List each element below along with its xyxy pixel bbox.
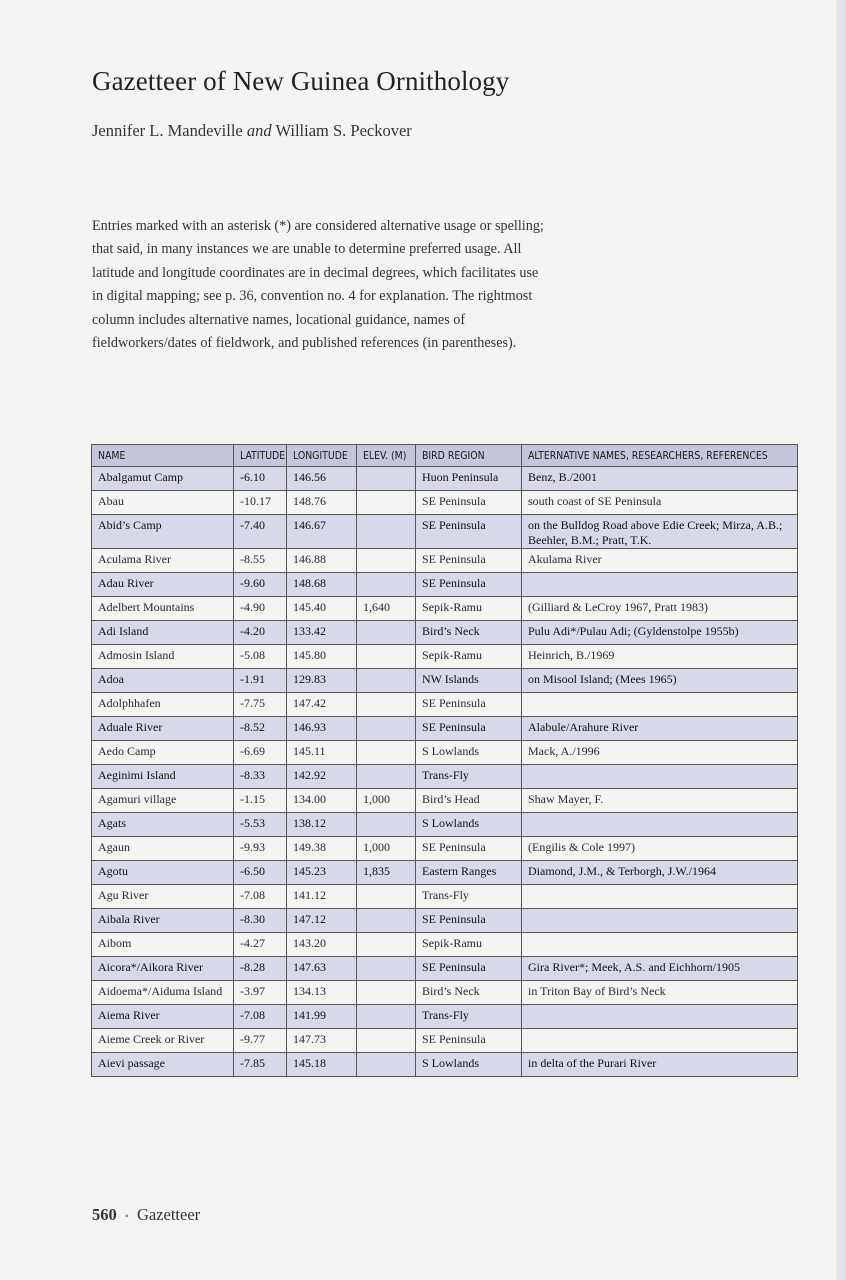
cell-name: Admosin Island: [92, 645, 234, 669]
cell-alternative-names: [522, 813, 798, 837]
cell-name: Agotu: [92, 861, 234, 885]
cell-bird-region: S Lowlands: [416, 741, 522, 765]
cell-latitude: -6.10: [234, 467, 287, 491]
cell-latitude: -4.90: [234, 597, 287, 621]
cell-latitude: -7.08: [234, 1005, 287, 1029]
cell-name: Abalgamut Camp: [92, 467, 234, 491]
table-row: [92, 693, 798, 717]
cell-latitude: -7.08: [234, 885, 287, 909]
cell-longitude: 129.83: [287, 669, 357, 693]
cell-alternative-names: [522, 909, 798, 933]
cell-bird-region: SE Peninsula: [416, 717, 522, 741]
cell-name: Adoa: [92, 669, 234, 693]
cell-longitude: 148.76: [287, 491, 357, 515]
cell-bird-region: SE Peninsula: [416, 837, 522, 861]
cell-bird-region: S Lowlands: [416, 1053, 522, 1077]
cell-longitude: 146.56: [287, 467, 357, 491]
table-row: [92, 789, 798, 813]
cell-alternative-names: [522, 573, 798, 597]
cell-bird-region: Trans-Fly: [416, 765, 522, 789]
cell-elevation: [357, 717, 416, 741]
cell-alternative-names: [522, 765, 798, 789]
cell-bird-region: Bird’s Neck: [416, 981, 522, 1005]
cell-alternative-names: [522, 1029, 798, 1053]
table-row: [92, 933, 798, 957]
author-conjunction: and: [246, 121, 272, 140]
cell-alternative-names: in Triton Bay of Bird’s Neck: [522, 981, 798, 1005]
cell-longitude: 146.93: [287, 717, 357, 741]
cell-alternative-names: Heinrich, B./1969: [522, 645, 798, 669]
table-row: [92, 957, 798, 981]
cell-elevation: 1,000: [357, 837, 416, 861]
cell-elevation: [357, 909, 416, 933]
table-row: [92, 669, 798, 693]
cell-bird-region: NW Islands: [416, 669, 522, 693]
cell-bird-region: Trans-Fly: [416, 885, 522, 909]
cell-latitude: -4.27: [234, 933, 287, 957]
table-row: [92, 1053, 798, 1077]
cell-latitude: -7.85: [234, 1053, 287, 1077]
cell-latitude: -8.52: [234, 717, 287, 741]
cell-elevation: [357, 1029, 416, 1053]
footer-separator: •: [124, 1209, 129, 1223]
cell-name: Aeginimi Island: [92, 765, 234, 789]
cell-longitude: 134.00: [287, 789, 357, 813]
header-latitude: LATITUDE: [234, 445, 287, 467]
cell-longitude: 146.67: [287, 515, 357, 549]
cell-elevation: [357, 933, 416, 957]
author-1: Jennifer L. Mandeville: [92, 121, 243, 140]
cell-name: Aiema River: [92, 1005, 234, 1029]
cell-bird-region: Trans-Fly: [416, 1005, 522, 1029]
cell-name: Adau River: [92, 573, 234, 597]
cell-longitude: 145.23: [287, 861, 357, 885]
cell-longitude: 147.73: [287, 1029, 357, 1053]
cell-name: Agaun: [92, 837, 234, 861]
table-row: [92, 909, 798, 933]
authors-line: [92, 121, 412, 141]
cell-alternative-names: [522, 885, 798, 909]
cell-bird-region: SE Peninsula: [416, 549, 522, 573]
cell-name: Abid’s Camp: [92, 515, 234, 549]
cell-latitude: -6.50: [234, 861, 287, 885]
cell-latitude: -1.15: [234, 789, 287, 813]
page-number: 560: [92, 1205, 117, 1224]
cell-elevation: [357, 741, 416, 765]
cell-elevation: [357, 515, 416, 549]
table-row: [92, 1029, 798, 1053]
cell-elevation: [357, 1005, 416, 1029]
cell-longitude: 147.12: [287, 909, 357, 933]
footer-section: Gazetteer: [136, 1205, 201, 1224]
intro-paragraph: Entries marked with an asterisk (*) are considered alternative usage or spelling; that said, in many instances we are unable to determine preferred usage. All latitude and longitude coordinates are in decimal degrees, which facilitates use in digital mapping; see p. 36, convention no. 4 for explanation. The rightmost column includes alternative names, locational guidance, names of fieldworkers/dates of fieldwork, and published references (in parentheses).: [92, 218, 544, 352]
table-row: [92, 549, 798, 573]
cell-elevation: [357, 885, 416, 909]
table-row: [92, 837, 798, 861]
cell-longitude: 145.80: [287, 645, 357, 669]
table-row: [92, 885, 798, 909]
cell-alternative-names: on Misool Island; (Mees 1965): [522, 669, 798, 693]
cell-name: Aieme Creek or River: [92, 1029, 234, 1053]
cell-longitude: 142.92: [287, 765, 357, 789]
cell-elevation: 1,000: [357, 789, 416, 813]
cell-name: Aibom: [92, 933, 234, 957]
cell-name: Agamuri village: [92, 789, 234, 813]
header-alternative-names: ALTERNATIVE NAMES, RESEARCHERS, REFERENCES: [522, 445, 798, 467]
cell-latitude: -7.40: [234, 515, 287, 549]
cell-name: Abau: [92, 491, 234, 515]
cell-latitude: -8.33: [234, 765, 287, 789]
cell-bird-region: Sepik-Ramu: [416, 933, 522, 957]
cell-alternative-names: [522, 693, 798, 717]
cell-elevation: [357, 621, 416, 645]
cell-name: Agu River: [92, 885, 234, 909]
page-title: Gazetteer of New Guinea Ornithology: [92, 66, 510, 96]
cell-name: Aedo Camp: [92, 741, 234, 765]
cell-elevation: [357, 549, 416, 573]
cell-name: Aculama River: [92, 549, 234, 573]
cell-name: Aidoema*/Aiduma Island: [92, 981, 234, 1005]
header-elevation: ELEV. (M): [357, 445, 416, 467]
cell-longitude: 143.20: [287, 933, 357, 957]
cell-latitude: -5.53: [234, 813, 287, 837]
cell-elevation: [357, 573, 416, 597]
cell-longitude: 134.13: [287, 981, 357, 1005]
page-edge: [836, 0, 846, 1280]
cell-latitude: -5.08: [234, 645, 287, 669]
cell-longitude: 145.11: [287, 741, 357, 765]
cell-bird-region: Eastern Ranges: [416, 861, 522, 885]
cell-longitude: 149.38: [287, 837, 357, 861]
cell-elevation: [357, 981, 416, 1005]
cell-bird-region: Sepik-Ramu: [416, 645, 522, 669]
gazetteer-table: [91, 444, 798, 1077]
table-row: [92, 645, 798, 669]
table-row: [92, 981, 798, 1005]
cell-bird-region: S Lowlands: [416, 813, 522, 837]
cell-bird-region: SE Peninsula: [416, 957, 522, 981]
table-row: [92, 597, 798, 621]
table-body: [92, 467, 798, 1077]
cell-latitude: -9.93: [234, 837, 287, 861]
cell-alternative-names: Akulama River: [522, 549, 798, 573]
cell-alternative-names: on the Bulldog Road above Edie Creek; Mirza, A.B.; Beehler, B.M.; Pratt, T.K.: [522, 515, 798, 549]
cell-bird-region: Bird’s Head: [416, 789, 522, 813]
cell-longitude: 147.42: [287, 693, 357, 717]
cell-longitude: 138.12: [287, 813, 357, 837]
header-bird-region: BIRD REGION: [416, 445, 522, 467]
cell-alternative-names: south coast of SE Peninsula: [522, 491, 798, 515]
cell-latitude: -10.17: [234, 491, 287, 515]
cell-longitude: 148.68: [287, 573, 357, 597]
table-header-row: [92, 445, 798, 467]
cell-latitude: -7.75: [234, 693, 287, 717]
cell-name: Aduale River: [92, 717, 234, 741]
cell-latitude: -8.28: [234, 957, 287, 981]
table-row: [92, 467, 798, 491]
table-row: [92, 1005, 798, 1029]
cell-elevation: [357, 957, 416, 981]
cell-latitude: -3.97: [234, 981, 287, 1005]
cell-alternative-names: (Gilliard & LeCroy 1967, Pratt 1983): [522, 597, 798, 621]
cell-elevation: [357, 813, 416, 837]
table-row: [92, 621, 798, 645]
header-name: NAME: [92, 445, 234, 467]
cell-alternative-names: Diamond, J.M., & Terborgh, J.W./1964: [522, 861, 798, 885]
cell-elevation: [357, 1053, 416, 1077]
cell-elevation: [357, 765, 416, 789]
cell-longitude: 146.88: [287, 549, 357, 573]
table-row: [92, 717, 798, 741]
cell-bird-region: SE Peninsula: [416, 491, 522, 515]
cell-elevation: 1,640: [357, 597, 416, 621]
cell-elevation: 1,835: [357, 861, 416, 885]
cell-bird-region: SE Peninsula: [416, 909, 522, 933]
cell-bird-region: SE Peninsula: [416, 1029, 522, 1053]
cell-alternative-names: Mack, A./1996: [522, 741, 798, 765]
cell-name: Adelbert Mountains: [92, 597, 234, 621]
cell-bird-region: SE Peninsula: [416, 693, 522, 717]
cell-longitude: 145.40: [287, 597, 357, 621]
cell-bird-region: SE Peninsula: [416, 573, 522, 597]
cell-bird-region: Bird’s Neck: [416, 621, 522, 645]
cell-alternative-names: Gira River*; Meek, A.S. and Eichhorn/1905: [522, 957, 798, 981]
cell-alternative-names: Benz, B./2001: [522, 467, 798, 491]
cell-longitude: 141.99: [287, 1005, 357, 1029]
table-row: [92, 515, 798, 549]
cell-name: Aicora*/Aikora River: [92, 957, 234, 981]
header-longitude: LONGITUDE: [287, 445, 357, 467]
cell-bird-region: Sepik-Ramu: [416, 597, 522, 621]
author-2: William S. Peckover: [275, 121, 412, 140]
cell-latitude: -9.60: [234, 573, 287, 597]
cell-alternative-names: [522, 1005, 798, 1029]
page-footer: [92, 1205, 200, 1225]
cell-name: Aievi passage: [92, 1053, 234, 1077]
cell-alternative-names: Alabule/Arahure River: [522, 717, 798, 741]
cell-latitude: -4.20: [234, 621, 287, 645]
cell-bird-region: SE Peninsula: [416, 515, 522, 549]
cell-name: Adi Island: [92, 621, 234, 645]
cell-alternative-names: in delta of the Purari River: [522, 1053, 798, 1077]
cell-latitude: -8.55: [234, 549, 287, 573]
table-row: [92, 491, 798, 515]
cell-elevation: [357, 491, 416, 515]
table-row: [92, 765, 798, 789]
cell-elevation: [357, 693, 416, 717]
cell-latitude: -8.30: [234, 909, 287, 933]
table-row: [92, 861, 798, 885]
table-row: [92, 813, 798, 837]
cell-longitude: 147.63: [287, 957, 357, 981]
cell-alternative-names: Pulu Adi*/Pulau Adi; (Gyldenstolpe 1955b): [522, 621, 798, 645]
cell-name: Agats: [92, 813, 234, 837]
table-row: [92, 741, 798, 765]
cell-latitude: -6.69: [234, 741, 287, 765]
cell-elevation: [357, 467, 416, 491]
cell-bird-region: Huon Peninsula: [416, 467, 522, 491]
cell-latitude: -9.77: [234, 1029, 287, 1053]
cell-alternative-names: Shaw Mayer, F.: [522, 789, 798, 813]
cell-longitude: 141.12: [287, 885, 357, 909]
cell-alternative-names: [522, 933, 798, 957]
cell-elevation: [357, 669, 416, 693]
cell-elevation: [357, 645, 416, 669]
cell-latitude: -1.91: [234, 669, 287, 693]
cell-name: Adolphhafen: [92, 693, 234, 717]
cell-name: Aibala River: [92, 909, 234, 933]
cell-longitude: 145.18: [287, 1053, 357, 1077]
table-row: [92, 573, 798, 597]
cell-longitude: 133.42: [287, 621, 357, 645]
cell-alternative-names: (Engilis & Cole 1997): [522, 837, 798, 861]
